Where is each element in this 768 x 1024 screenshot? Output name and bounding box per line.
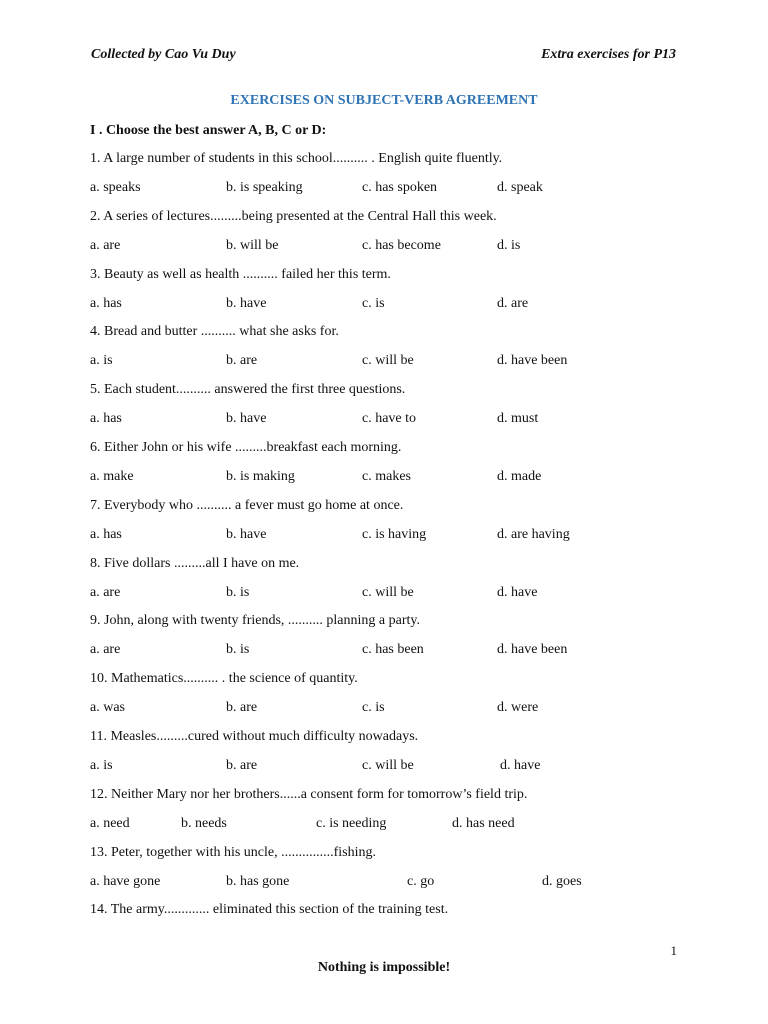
answer-option: c. has become bbox=[362, 238, 441, 253]
answer-option: b. needs bbox=[181, 816, 227, 831]
answer-option: a. make bbox=[90, 469, 134, 484]
answer-option: b. are bbox=[226, 758, 258, 773]
answer-option: a. are bbox=[90, 585, 121, 600]
answer-option: b. have bbox=[226, 411, 267, 426]
answer-option: a. has bbox=[90, 296, 122, 311]
answer-option: b. are bbox=[226, 700, 258, 715]
answer-option: d. have bbox=[497, 585, 538, 600]
question-text: 5. Each student.......... answered the first three questions. bbox=[90, 382, 406, 397]
answer-option: c. will be bbox=[362, 353, 414, 368]
answer-option: c. will be bbox=[362, 758, 414, 773]
answer-option: d. made bbox=[497, 469, 542, 484]
question-text: 4. Bread and butter .......... what she asks for. bbox=[90, 324, 339, 339]
answer-option: d. have been bbox=[497, 353, 568, 368]
answer-option: b. have bbox=[226, 527, 267, 542]
answer-option: c. makes bbox=[362, 469, 411, 484]
question-text: 9. John, along with twenty friends, .......... planning a party. bbox=[90, 613, 420, 628]
question-text: 13. Peter, together with his uncle, ...............fishing. bbox=[90, 845, 377, 860]
question-text: 8. Five dollars .........all I have on me. bbox=[90, 556, 300, 571]
answer-option: c. is having bbox=[362, 527, 427, 542]
answer-option: b. is bbox=[226, 585, 250, 600]
answer-option: a. are bbox=[90, 642, 121, 657]
question-text: 12. Neither Mary nor her brothers......a consent form for tomorrow’s field trip. bbox=[90, 787, 528, 802]
answer-option: b. are bbox=[226, 353, 258, 368]
answer-option: b. has gone bbox=[226, 874, 290, 889]
answer-option: c. is bbox=[362, 700, 385, 715]
answer-option: d. have been bbox=[497, 642, 568, 657]
answer-option: b. is bbox=[226, 642, 250, 657]
answer-option: a. are bbox=[90, 238, 121, 253]
answer-option: a. need bbox=[90, 816, 130, 831]
answer-option: d. have bbox=[500, 758, 541, 773]
answer-option: d. is bbox=[497, 238, 521, 253]
answer-option: a. is bbox=[90, 353, 113, 368]
question-text: 10. Mathematics.......... . the science of quantity. bbox=[90, 671, 358, 686]
footer-motto: Nothing is impossible! bbox=[317, 960, 451, 975]
answer-option: c. has spoken bbox=[362, 180, 438, 195]
answer-option: a. have gone bbox=[90, 874, 161, 889]
answer-option: a. has bbox=[90, 527, 122, 542]
question-text: 6. Either John or his wife .........breakfast each morning. bbox=[90, 440, 402, 455]
answer-option: a. has bbox=[90, 411, 122, 426]
answer-option: d. are having bbox=[497, 527, 570, 542]
question-text: 2. A series of lectures.........being presented at the Central Hall this week. bbox=[90, 209, 497, 224]
answer-option: b. is making bbox=[226, 469, 295, 484]
answer-option: c. is needing bbox=[316, 816, 387, 831]
answer-option: c. have to bbox=[362, 411, 417, 426]
answer-option: d. must bbox=[497, 411, 539, 426]
header-left-author: Collected by Cao Vu Duy bbox=[91, 47, 236, 62]
answer-option: a. is bbox=[90, 758, 113, 773]
answer-option: c. is bbox=[362, 296, 385, 311]
answer-option: b. is speaking bbox=[226, 180, 303, 195]
answer-option: c. has been bbox=[362, 642, 424, 657]
answer-option: d. are bbox=[497, 296, 529, 311]
answer-option: b. have bbox=[226, 296, 267, 311]
answer-option: c. will be bbox=[362, 585, 414, 600]
question-text: 14. The army............. eliminated this section of the training test. bbox=[90, 902, 449, 917]
answer-option: a. speaks bbox=[90, 180, 141, 195]
answer-option: d. has need bbox=[452, 816, 515, 831]
answer-option: c. go bbox=[407, 874, 435, 889]
question-text: 3. Beauty as well as health .......... failed her this term. bbox=[90, 267, 391, 282]
section-heading: I . Choose the best answer A, B, C or D: bbox=[90, 123, 327, 138]
page-number: 1 bbox=[670, 943, 677, 958]
question-text: 1. A large number of students in this school.......... . English quite fluently. bbox=[90, 151, 503, 166]
header-right-title: Extra exercises for P13 bbox=[541, 47, 676, 62]
answer-option: b. will be bbox=[226, 238, 279, 253]
page-title: EXERCISES ON SUBJECT-VERB AGREEMENT bbox=[230, 93, 538, 108]
question-text: 7. Everybody who .......... a fever must go home at once. bbox=[90, 498, 404, 513]
answer-option: d. speak bbox=[497, 180, 543, 195]
answer-option: d. were bbox=[497, 700, 539, 715]
answer-option: d. goes bbox=[542, 874, 582, 889]
answer-option: a. was bbox=[90, 700, 125, 715]
question-text: 11. Measles.........cured without much difficulty nowadays. bbox=[90, 729, 419, 744]
